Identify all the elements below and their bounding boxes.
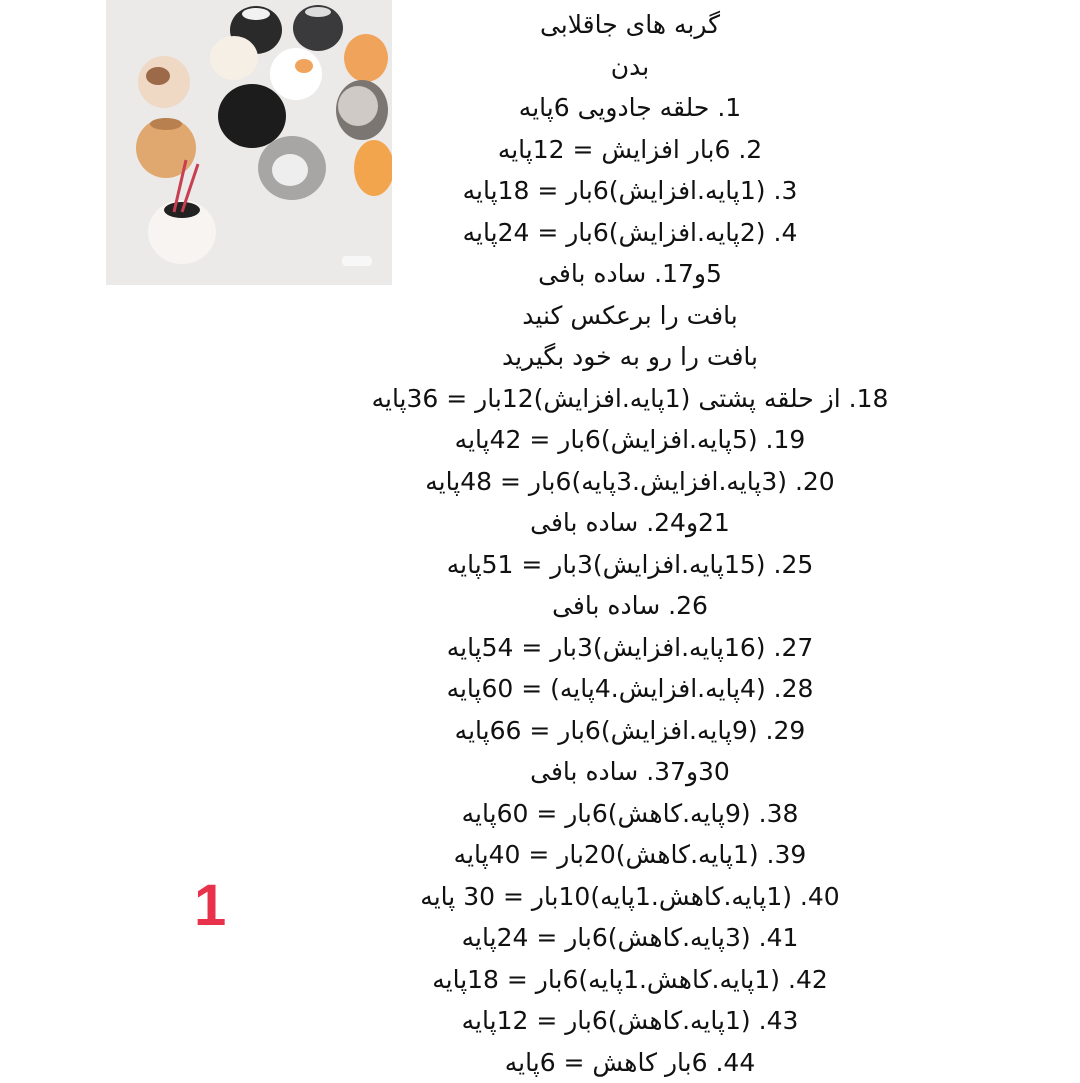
pattern-row: 28. (4پایه.افزایش.4پایه) = 60پایه — [250, 668, 1010, 710]
pattern-row: 4. (2پایه.افزایش)6بار = 24پایه — [250, 212, 1010, 254]
pattern-row: 25. (15پایه.افزایش)3بار = 51پایه — [250, 544, 1010, 586]
pattern-row: 30و37. ساده بافی — [250, 751, 1010, 793]
pattern-row: 40. (1پایه.کاهش.1پایه)10بار = 30 پایه — [250, 876, 1010, 918]
pattern-instruction: بافت را برعکس کنید — [250, 295, 1010, 337]
pattern-row: 44. 6بار کاهش = 6پایه — [250, 1042, 1010, 1083]
section-heading: بدن — [250, 46, 1010, 88]
pattern-row: 3. (1پایه.افزایش)6بار = 18پایه — [250, 170, 1010, 212]
pattern-row: 39. (1پایه.کاهش)20بار = 40پایه — [250, 834, 1010, 876]
pattern-row: 5و17. ساده بافی — [250, 253, 1010, 295]
crochet-pattern — [250, 4, 1010, 1083]
pattern-row: 26. ساده بافی — [250, 585, 1010, 627]
pattern-row: 21و24. ساده بافی — [250, 502, 1010, 544]
pattern-row: 19. (5پایه.افزایش)6بار = 42پایه — [250, 419, 1010, 461]
pattern-row: 20. (3پایه.افزایش.3پایه)6بار = 48پایه — [250, 461, 1010, 503]
pattern-title: گربه های جاقلابی — [250, 4, 1010, 46]
page-number: 1 — [194, 872, 226, 939]
pattern-row: 42. (1پایه.کاهش.1پایه)6بار = 18پایه — [250, 959, 1010, 1001]
pattern-row: 18. از حلقه پشتی (1پایه.افزایش)12بار = 36پایه — [250, 378, 1010, 420]
pattern-row: 43. (1پایه.کاهش)6بار = 12پایه — [250, 1000, 1010, 1042]
pattern-row: 38. (9پایه.کاهش)6بار = 60پایه — [250, 793, 1010, 835]
pattern-row: 29. (9پایه.افزایش)6بار = 66پایه — [250, 710, 1010, 752]
pattern-row: 41. (3پایه.کاهش)6بار = 24پایه — [250, 917, 1010, 959]
pattern-row: 27. (16پایه.افزایش)3بار = 54پایه — [250, 627, 1010, 669]
pattern-row: 2. 6بار افزایش = 12پایه — [250, 129, 1010, 171]
pattern-instruction: بافت را رو به خود بگیرید — [250, 336, 1010, 378]
pattern-row: 1. حلقه جادویی 6پایه — [250, 87, 1010, 129]
